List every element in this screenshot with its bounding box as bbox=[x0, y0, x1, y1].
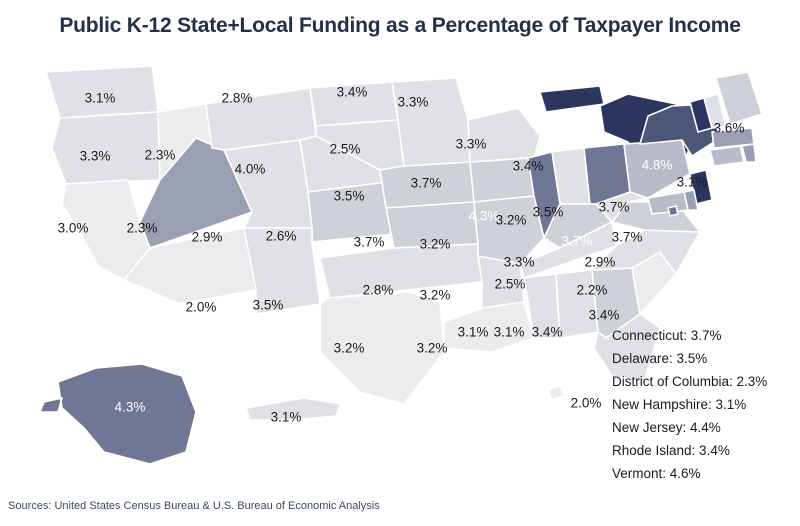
choropleth-map bbox=[0, 52, 800, 492]
map-label-hawaii: 2.0% bbox=[570, 395, 602, 411]
map-label-nebraska: 3.5% bbox=[532, 204, 564, 220]
source-note: Sources: United States Census Bureau & U.S. Bureau of Economic Analysis bbox=[8, 500, 380, 512]
map-label-arkansas: 2.8% bbox=[362, 282, 394, 298]
map-label-south-carolina: 2.2% bbox=[576, 282, 608, 298]
map-label-pennsylvania: 3.7% bbox=[611, 229, 643, 245]
state-minnesota bbox=[392, 78, 470, 166]
page-title: Public K-12 State+Local Funding as a Percentage of Taxpayer Income bbox=[59, 14, 741, 37]
extra-value-item: Connecticut: 3.7% bbox=[612, 328, 722, 343]
map-label-north-carolina: 2.5% bbox=[494, 276, 526, 292]
map-label-idaho: 2.3% bbox=[144, 147, 176, 163]
map-label-kansas: 2.9% bbox=[191, 229, 223, 245]
extra-value-item: Rhode Island: 3.4% bbox=[612, 443, 730, 458]
map-label-wisconsin: 3.4% bbox=[512, 158, 544, 174]
map-label-colorado: 3.7% bbox=[410, 175, 442, 191]
map-label-alaska: 4.3% bbox=[114, 399, 146, 415]
map-label-texas: 3.2% bbox=[333, 340, 365, 356]
map-label-alaska-aleut: 3.1% bbox=[270, 409, 302, 425]
state-connecticut bbox=[710, 146, 744, 166]
map-label-indiana: 3.2% bbox=[495, 212, 527, 228]
map-label-oklahoma: 3.5% bbox=[252, 297, 284, 313]
map-label-wyoming: 2.5% bbox=[329, 141, 361, 157]
map-label-florida: 3.4% bbox=[531, 324, 563, 340]
extra-value-item: New Hampshire: 3.1% bbox=[612, 397, 747, 412]
map-label-tennessee: 3.2% bbox=[419, 287, 451, 303]
map-label-south-dakota: 3.3% bbox=[455, 136, 487, 152]
map-label-virginia: 2.9% bbox=[584, 254, 616, 270]
map-label-ohio: 3.7% bbox=[561, 233, 593, 249]
map-label-minnesota: 3.3% bbox=[397, 94, 429, 110]
map-label-mississippi: 3.1% bbox=[457, 324, 489, 340]
map-label-montana: 2.8% bbox=[221, 90, 253, 106]
map-label-maryland: 3.3% bbox=[503, 254, 535, 270]
map-label-california: 3.0% bbox=[57, 220, 89, 236]
extra-value-item: New Jersey: 4.4% bbox=[612, 420, 721, 435]
map-label-alabama: 3.1% bbox=[493, 324, 525, 340]
extra-values-list bbox=[612, 324, 767, 485]
map-label-washington: 3.1% bbox=[84, 90, 116, 106]
map-label-utah: 3.5% bbox=[333, 188, 365, 204]
map-label-missouri: 2.6% bbox=[265, 228, 297, 244]
map-label-maine: 3.6% bbox=[713, 120, 745, 136]
extra-value-item: Vermont: 4.6% bbox=[612, 466, 701, 481]
map-label-nevada: 4.0% bbox=[234, 161, 266, 177]
map-label-louisiana: 3.2% bbox=[416, 340, 448, 356]
map-label-iowa: 3.7% bbox=[598, 199, 630, 215]
map-label-oregon: 3.3% bbox=[79, 148, 111, 164]
state-wisconsin bbox=[468, 108, 540, 162]
map-label-michigan: 4.8% bbox=[641, 157, 673, 173]
map-label-vermont: 3.1% bbox=[676, 174, 708, 190]
map-label-arizona: 2.3% bbox=[126, 220, 158, 236]
state-oklahoma bbox=[320, 244, 482, 298]
map-label-kentucky: 3.7% bbox=[353, 234, 385, 250]
map-label-new-mexico: 2.0% bbox=[185, 299, 217, 315]
map-label-north-dakota: 3.4% bbox=[336, 84, 368, 100]
state-hawaii bbox=[548, 386, 564, 400]
map-label-illinois: 4.3% bbox=[468, 208, 500, 224]
extra-value-item: Delaware: 3.5% bbox=[612, 351, 708, 366]
map-label-west-virginia: 3.2% bbox=[419, 236, 451, 252]
extra-value-item: District of Columbia: 2.3% bbox=[612, 374, 768, 389]
map-label-georgia: 3.4% bbox=[588, 307, 620, 323]
state-dc bbox=[668, 206, 678, 216]
